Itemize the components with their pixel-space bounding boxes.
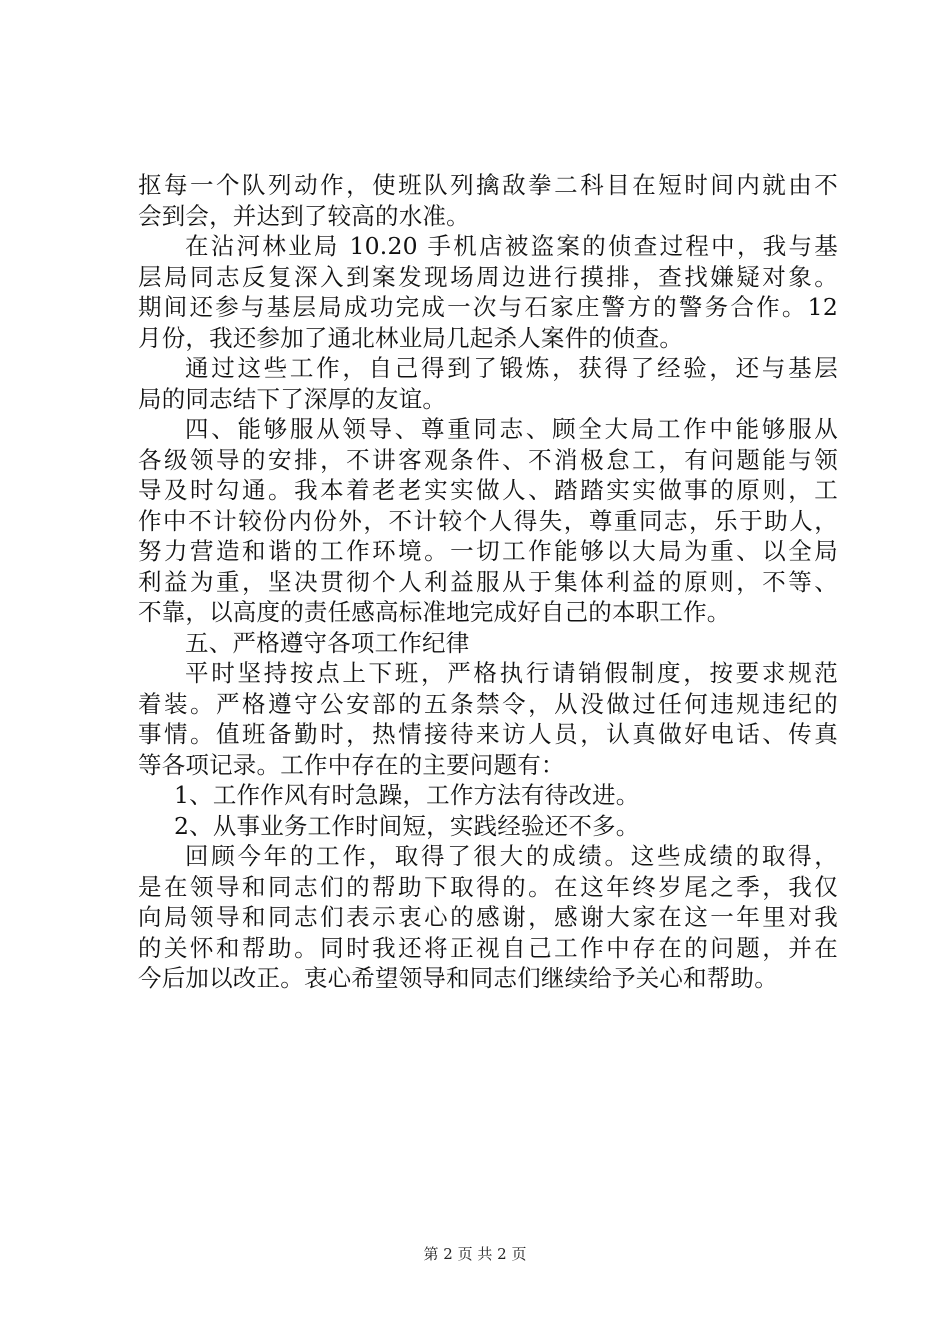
text-line: 今后加以改正。衷心希望领导和同志们继续给予关心和帮助。 [138,964,778,992]
text-line: 月份，我还参加了通北林业局几起杀人案件的侦查。 [138,323,684,352]
section-heading: 四、能够服从领导、尊重同志、顾全大局工作中能够服从 [185,415,838,443]
page-footer [0,1244,950,1264]
text-line: 通过这些工作，自己得到了锻炼，获得了经验，还与基层 [185,354,838,382]
text-line: 努力营造和谐的工作环境。一切工作能够以大局为重、以全局 [138,537,838,565]
text-line: 在沾河林业局 10.20 手机店被盗案的侦查过程中，我与基 [185,232,838,260]
text-line: 平时坚持按点上下班，严格执行请销假制度，按要求规范 [185,659,838,687]
text-line: 层局同志反复深入到案发现场周边进行摸排，查找嫌疑对象。 [138,262,838,291]
text-line: 作中不计较份内份外，不计较个人得失，尊重同志，乐于助人， [138,506,838,535]
text-line: 会到会，并达到了较高的水准。 [138,201,470,230]
text-line: 的关怀和帮助。同时我还将正视自己工作中存在的问题，并在 [138,933,838,962]
page-number-label: 第 2 页 共 2 页 [423,1245,527,1263]
text-line: 向局领导和同志们表示衷心的感谢，感谢大家在这一年里对我 [138,903,838,931]
text-line: 是在领导和同志们的帮助下取得的。在这年终岁尾之季，我仅 [138,872,838,901]
text-line: 抠每一个队列动作，使班队列擒敌拳二科目在短时间内就由不 [138,171,838,199]
document-body [138,170,838,994]
text-line: 期间还参与基层局成功完成一次与石家庄警方的警务合作。12 [138,293,838,321]
text-line: 利益为重，坚决贯彻个人利益服从于集体利益的原则，不等、 [138,567,838,596]
text-line: 不靠，以高度的责任感高标准地完成好自己的本职工作。 [138,598,731,626]
list-item: 1、工作作风有时急躁，工作方法有待改进。 [174,781,640,809]
text-line: 回顾今年的工作，取得了很大的成绩。这些成绩的取得， [185,842,838,870]
section-heading: 五、严格遵守各项工作纪律 [185,628,470,657]
text-line: 着装。严格遵守公安部的五条禁令，从没做过任何违规违纪的 [138,689,838,718]
text-line: 事情。值班备勤时，热情接待来访人员，认真做好电话、传真 [138,720,838,748]
text-line: 等各项记录。工作中存在的主要问题有： [138,750,565,779]
list-item: 2、从事业务工作时间短，实践经验还不多。 [174,811,640,840]
text-line: 各级领导的安排，不讲客观条件、不消极怠工，有问题能与领 [138,445,838,474]
text-line: 局的同志结下了深厚的友谊。 [138,384,447,413]
text-line: 导及时勾通。我本着老老实实做人、踏踏实实做事的原则，工 [138,476,838,504]
